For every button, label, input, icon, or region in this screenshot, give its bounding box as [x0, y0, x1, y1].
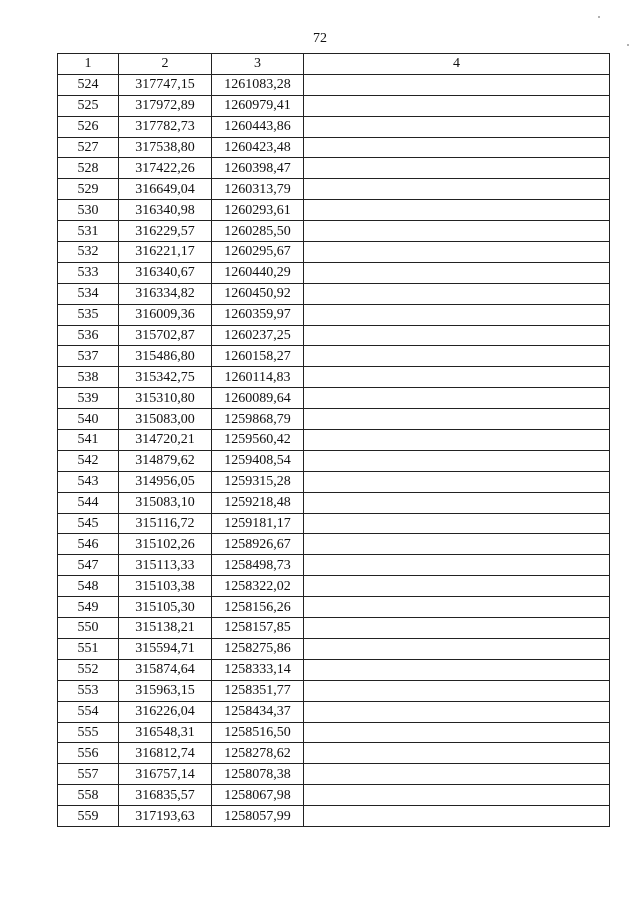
notes-cell — [304, 450, 610, 471]
y-coordinate-cell: 1258333,14 — [212, 659, 304, 680]
table-row — [58, 221, 610, 242]
notes-cell — [304, 200, 610, 221]
y-coordinate-cell: 1260450,92 — [212, 283, 304, 304]
y-coordinate-cell: 1258498,73 — [212, 555, 304, 576]
y-coordinate-cell: 1258157,85 — [212, 618, 304, 639]
x-coordinate-cell: 315310,80 — [119, 388, 212, 409]
point-number-cell: 557 — [58, 764, 119, 785]
notes-cell — [304, 388, 610, 409]
notes-cell — [304, 471, 610, 492]
notes-cell — [304, 785, 610, 806]
y-coordinate-cell: 1260114,83 — [212, 367, 304, 388]
point-number-cell: 538 — [58, 367, 119, 388]
x-coordinate-cell: 316548,31 — [119, 722, 212, 743]
y-coordinate-cell: 1260089,64 — [212, 388, 304, 409]
table-row — [58, 597, 610, 618]
point-number-cell: 532 — [58, 242, 119, 263]
notes-cell — [304, 158, 610, 179]
table-row — [58, 806, 610, 827]
notes-cell — [304, 618, 610, 639]
table-row — [58, 618, 610, 639]
y-coordinate-cell: 1258275,86 — [212, 638, 304, 659]
notes-cell — [304, 492, 610, 513]
table-row — [58, 534, 610, 555]
y-coordinate-cell: 1259560,42 — [212, 430, 304, 451]
table-row — [58, 430, 610, 451]
point-number-cell: 530 — [58, 200, 119, 221]
table-row — [58, 722, 610, 743]
table-row — [58, 262, 610, 283]
notes-cell — [304, 221, 610, 242]
y-coordinate-cell: 1258926,67 — [212, 534, 304, 555]
point-number-cell: 540 — [58, 409, 119, 430]
x-coordinate-cell: 315138,21 — [119, 618, 212, 639]
y-coordinate-cell: 1260285,50 — [212, 221, 304, 242]
notes-cell — [304, 555, 610, 576]
x-coordinate-cell: 314956,05 — [119, 471, 212, 492]
x-coordinate-cell: 315083,10 — [119, 492, 212, 513]
x-coordinate-cell: 315874,64 — [119, 659, 212, 680]
point-number-cell: 535 — [58, 304, 119, 325]
table-row — [58, 659, 610, 680]
notes-cell — [304, 262, 610, 283]
table-row — [58, 513, 610, 534]
x-coordinate-cell: 315083,00 — [119, 409, 212, 430]
notes-cell — [304, 74, 610, 95]
column-header: 1 — [58, 54, 119, 75]
y-coordinate-cell: 1260443,86 — [212, 116, 304, 137]
point-number-cell: 552 — [58, 659, 119, 680]
table-row — [58, 555, 610, 576]
notes-cell — [304, 367, 610, 388]
table-row — [58, 492, 610, 513]
y-coordinate-cell: 1259315,28 — [212, 471, 304, 492]
table-body — [58, 74, 610, 826]
y-coordinate-cell: 1260359,97 — [212, 304, 304, 325]
table-row — [58, 74, 610, 95]
y-coordinate-cell: 1258278,62 — [212, 743, 304, 764]
point-number-cell: 549 — [58, 597, 119, 618]
x-coordinate-cell: 316757,14 — [119, 764, 212, 785]
notes-cell — [304, 513, 610, 534]
y-coordinate-cell: 1260398,47 — [212, 158, 304, 179]
scan-speck — [627, 44, 629, 46]
x-coordinate-cell: 315486,80 — [119, 346, 212, 367]
table-row — [58, 346, 610, 367]
y-coordinate-cell: 1258078,38 — [212, 764, 304, 785]
point-number-cell: 543 — [58, 471, 119, 492]
x-coordinate-cell: 315594,71 — [119, 638, 212, 659]
point-number-cell: 546 — [58, 534, 119, 555]
x-coordinate-cell: 315342,75 — [119, 367, 212, 388]
notes-cell — [304, 764, 610, 785]
y-coordinate-cell: 1259218,48 — [212, 492, 304, 513]
notes-cell — [304, 576, 610, 597]
table-row — [58, 701, 610, 722]
table-row — [58, 388, 610, 409]
point-number-cell: 539 — [58, 388, 119, 409]
x-coordinate-cell: 314720,21 — [119, 430, 212, 451]
x-coordinate-cell: 316221,17 — [119, 242, 212, 263]
notes-cell — [304, 116, 610, 137]
notes-cell — [304, 95, 610, 116]
table-row — [58, 471, 610, 492]
notes-cell — [304, 283, 610, 304]
point-number-cell: 537 — [58, 346, 119, 367]
point-number-cell: 555 — [58, 722, 119, 743]
x-coordinate-cell: 315105,30 — [119, 597, 212, 618]
point-number-cell: 534 — [58, 283, 119, 304]
notes-cell — [304, 242, 610, 263]
x-coordinate-cell: 317538,80 — [119, 137, 212, 158]
table-row — [58, 638, 610, 659]
point-number-cell: 544 — [58, 492, 119, 513]
table-row — [58, 304, 610, 325]
x-coordinate-cell: 316334,82 — [119, 283, 212, 304]
notes-cell — [304, 597, 610, 618]
x-coordinate-cell: 317747,15 — [119, 74, 212, 95]
table-row — [58, 743, 610, 764]
x-coordinate-cell: 315116,72 — [119, 513, 212, 534]
point-number-cell: 548 — [58, 576, 119, 597]
notes-cell — [304, 346, 610, 367]
y-coordinate-cell: 1258351,77 — [212, 680, 304, 701]
notes-cell — [304, 806, 610, 827]
point-number-cell: 533 — [58, 262, 119, 283]
y-coordinate-cell: 1260313,79 — [212, 179, 304, 200]
y-coordinate-cell: 1260293,61 — [212, 200, 304, 221]
x-coordinate-cell: 317782,73 — [119, 116, 212, 137]
y-coordinate-cell: 1261083,28 — [212, 74, 304, 95]
point-number-cell: 528 — [58, 158, 119, 179]
x-coordinate-cell: 315102,26 — [119, 534, 212, 555]
table-row — [58, 409, 610, 430]
point-number-cell: 531 — [58, 221, 119, 242]
point-number-cell: 559 — [58, 806, 119, 827]
notes-cell — [304, 534, 610, 555]
notes-cell — [304, 137, 610, 158]
point-number-cell: 558 — [58, 785, 119, 806]
table-header-row — [58, 54, 610, 75]
point-number-cell: 551 — [58, 638, 119, 659]
x-coordinate-cell: 316226,04 — [119, 701, 212, 722]
notes-cell — [304, 722, 610, 743]
point-number-cell: 547 — [58, 555, 119, 576]
point-number-cell: 527 — [58, 137, 119, 158]
y-coordinate-cell: 1258067,98 — [212, 785, 304, 806]
column-header: 2 — [119, 54, 212, 75]
point-number-cell: 545 — [58, 513, 119, 534]
y-coordinate-cell: 1258156,26 — [212, 597, 304, 618]
point-number-cell: 553 — [58, 680, 119, 701]
point-number-cell: 524 — [58, 74, 119, 95]
y-coordinate-cell: 1259408,54 — [212, 450, 304, 471]
table-row — [58, 576, 610, 597]
table-row — [58, 200, 610, 221]
table-row — [58, 367, 610, 388]
table-row — [58, 95, 610, 116]
y-coordinate-cell: 1259868,79 — [212, 409, 304, 430]
point-number-cell: 525 — [58, 95, 119, 116]
x-coordinate-cell: 316340,67 — [119, 262, 212, 283]
table-row — [58, 785, 610, 806]
column-header: 4 — [304, 54, 610, 75]
scan-speck — [598, 16, 600, 18]
notes-cell — [304, 659, 610, 680]
y-coordinate-cell: 1260237,25 — [212, 325, 304, 346]
y-coordinate-cell: 1260295,67 — [212, 242, 304, 263]
y-coordinate-cell: 1258057,99 — [212, 806, 304, 827]
x-coordinate-cell: 316229,57 — [119, 221, 212, 242]
table-row — [58, 680, 610, 701]
point-number-cell: 542 — [58, 450, 119, 471]
notes-cell — [304, 430, 610, 451]
y-coordinate-cell: 1260158,27 — [212, 346, 304, 367]
x-coordinate-cell: 316340,98 — [119, 200, 212, 221]
point-number-cell: 536 — [58, 325, 119, 346]
table-row — [58, 179, 610, 200]
x-coordinate-cell: 315702,87 — [119, 325, 212, 346]
coordinates-table — [57, 53, 610, 827]
point-number-cell: 550 — [58, 618, 119, 639]
x-coordinate-cell: 317193,63 — [119, 806, 212, 827]
notes-cell — [304, 680, 610, 701]
x-coordinate-cell: 315103,38 — [119, 576, 212, 597]
y-coordinate-cell: 1259181,17 — [212, 513, 304, 534]
x-coordinate-cell: 315113,33 — [119, 555, 212, 576]
point-number-cell: 526 — [58, 116, 119, 137]
notes-cell — [304, 638, 610, 659]
table-row — [58, 137, 610, 158]
notes-cell — [304, 179, 610, 200]
table-row — [58, 242, 610, 263]
x-coordinate-cell: 316812,74 — [119, 743, 212, 764]
point-number-cell: 541 — [58, 430, 119, 451]
table-row — [58, 283, 610, 304]
y-coordinate-cell: 1260440,29 — [212, 262, 304, 283]
point-number-cell: 529 — [58, 179, 119, 200]
notes-cell — [304, 325, 610, 346]
table-row — [58, 764, 610, 785]
x-coordinate-cell: 316835,57 — [119, 785, 212, 806]
page-number: 72 — [313, 31, 327, 46]
point-number-cell: 554 — [58, 701, 119, 722]
point-number-cell: 556 — [58, 743, 119, 764]
x-coordinate-cell: 316649,04 — [119, 179, 212, 200]
y-coordinate-cell: 1258322,02 — [212, 576, 304, 597]
table-row — [58, 325, 610, 346]
x-coordinate-cell: 317422,26 — [119, 158, 212, 179]
column-header: 3 — [212, 54, 304, 75]
notes-cell — [304, 743, 610, 764]
y-coordinate-cell: 1260979,41 — [212, 95, 304, 116]
table-row — [58, 116, 610, 137]
x-coordinate-cell: 314879,62 — [119, 450, 212, 471]
notes-cell — [304, 409, 610, 430]
x-coordinate-cell: 316009,36 — [119, 304, 212, 325]
x-coordinate-cell: 317972,89 — [119, 95, 212, 116]
x-coordinate-cell: 315963,15 — [119, 680, 212, 701]
table-row — [58, 450, 610, 471]
y-coordinate-cell: 1258516,50 — [212, 722, 304, 743]
y-coordinate-cell: 1258434,37 — [212, 701, 304, 722]
y-coordinate-cell: 1260423,48 — [212, 137, 304, 158]
notes-cell — [304, 701, 610, 722]
table-row — [58, 158, 610, 179]
notes-cell — [304, 304, 610, 325]
